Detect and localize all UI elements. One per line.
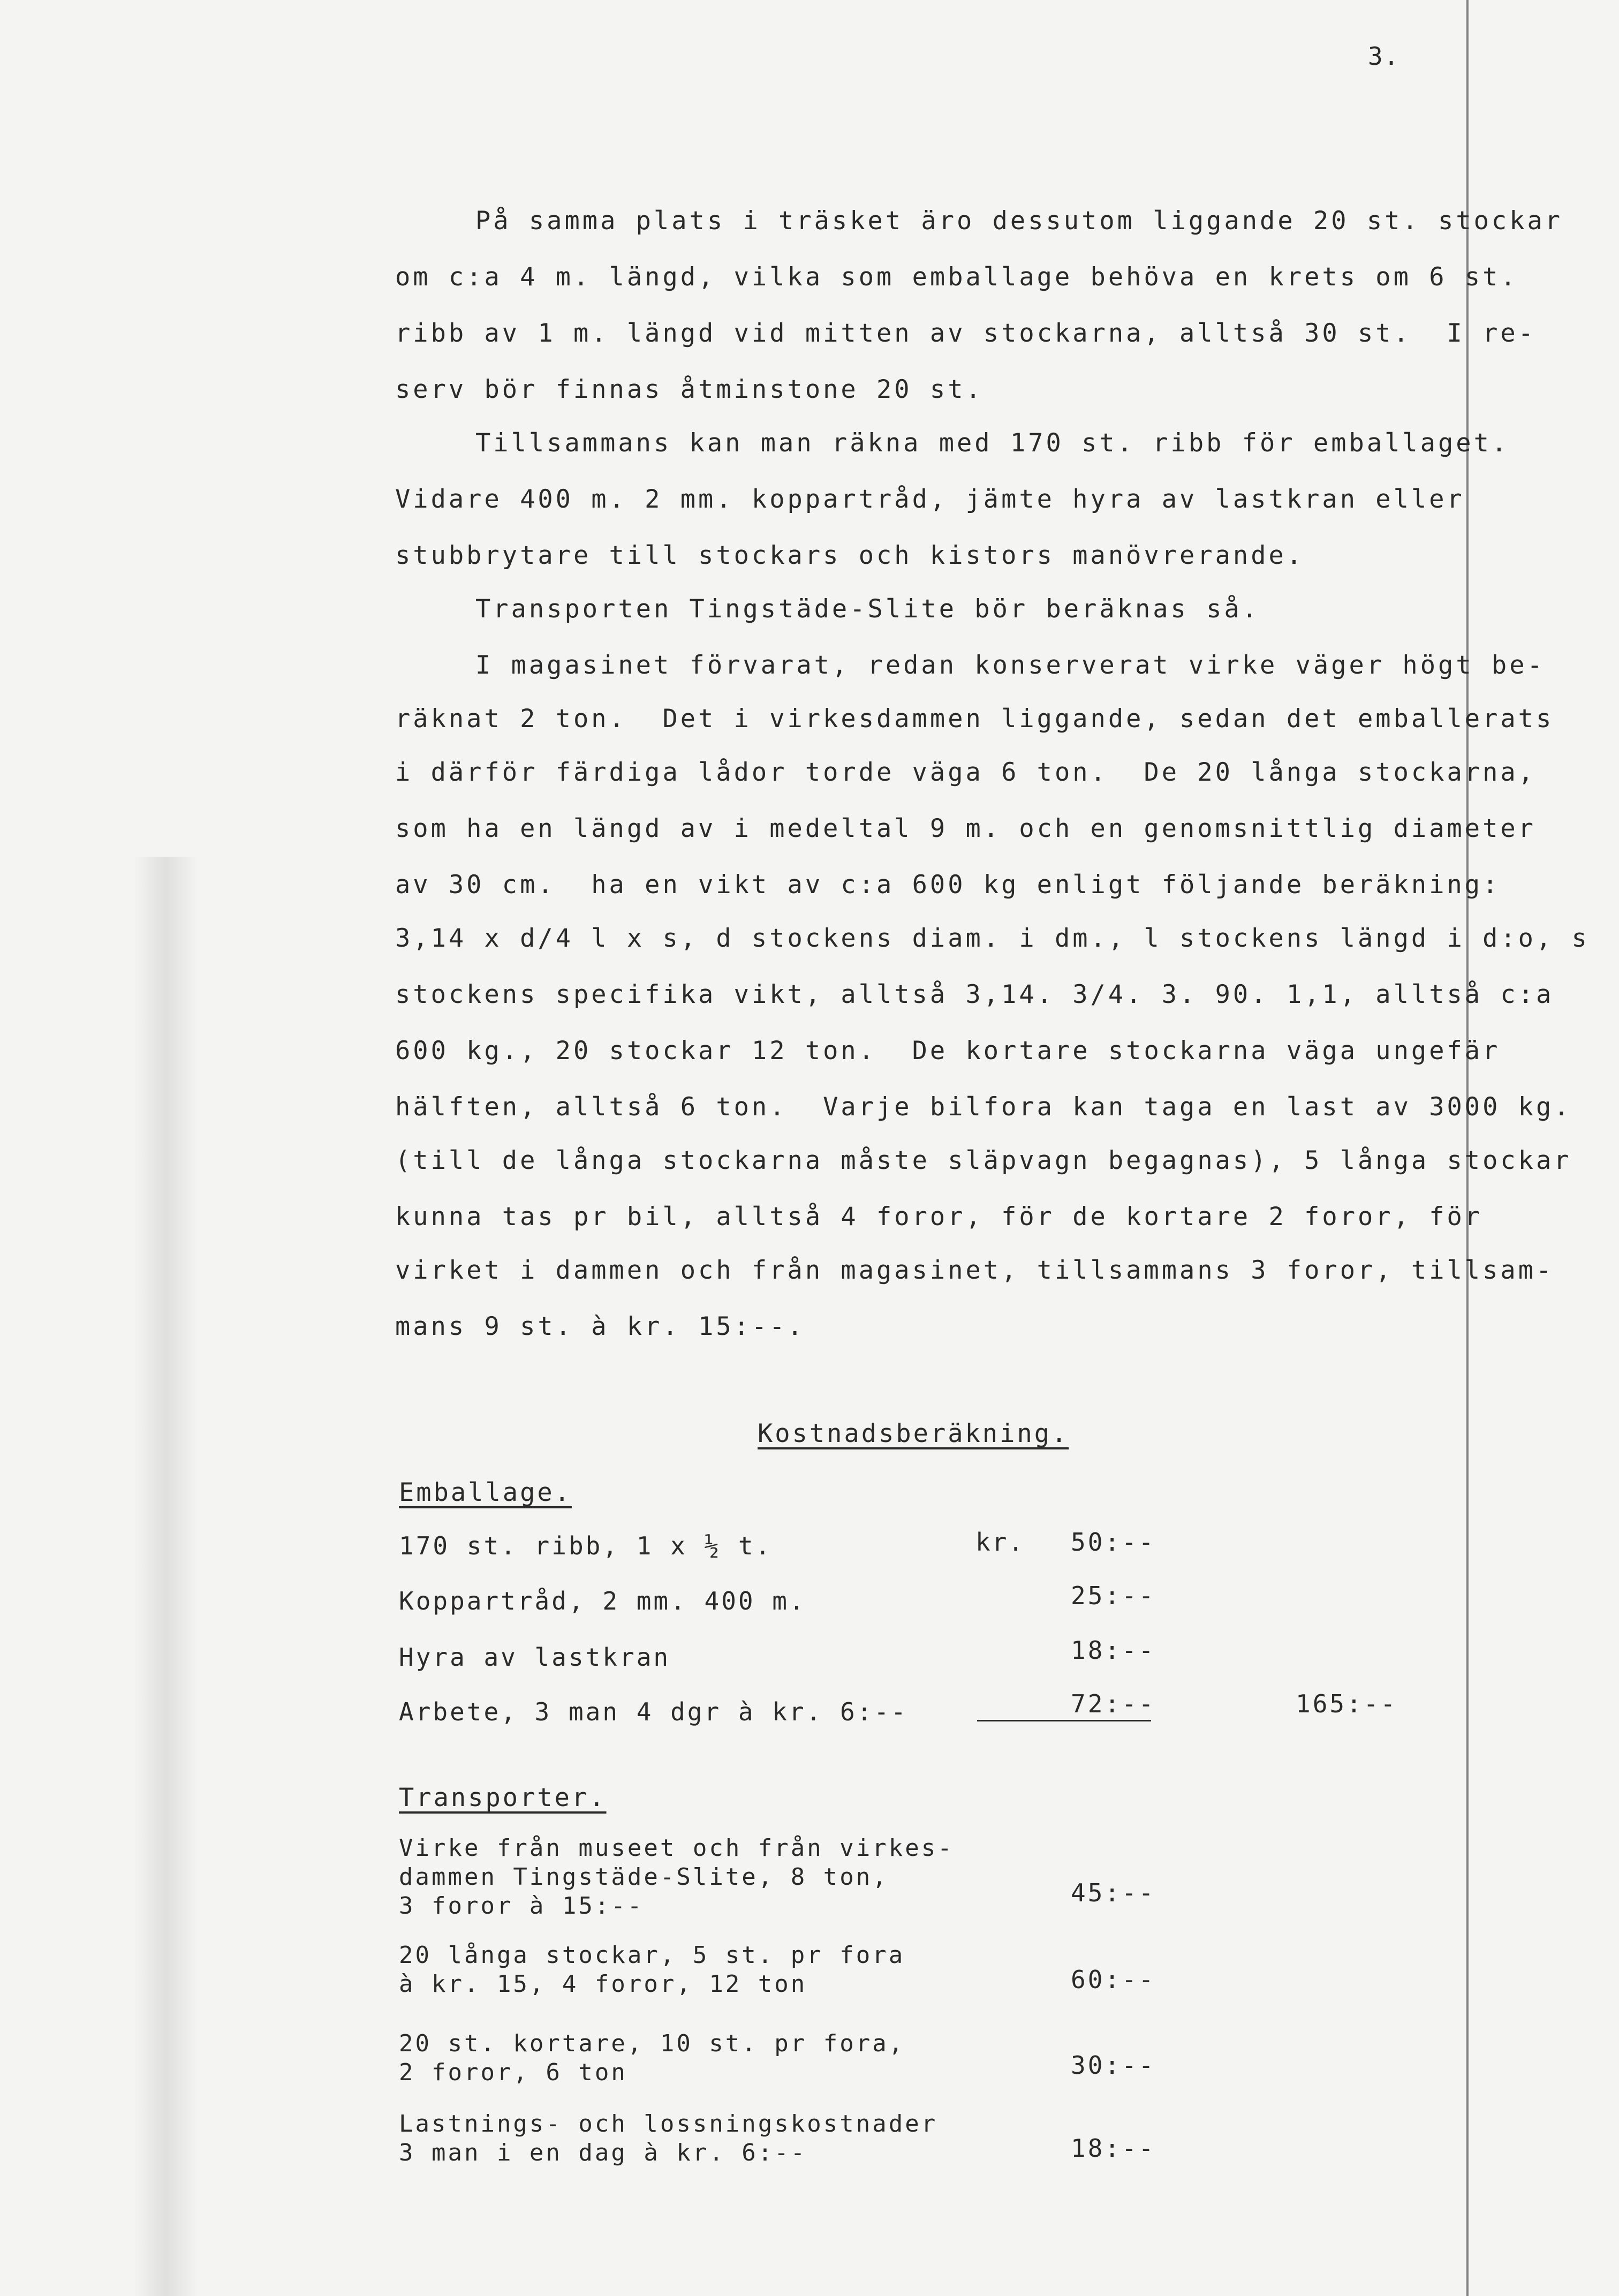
- emballage-row-label: Arbete, 3 man 4 dgr à kr. 6:--: [399, 1697, 908, 1726]
- transport-row-label: 20 långa stockar, 5 st. pr fora à kr. 15, 4 foror, 12 ton: [399, 1942, 905, 1998]
- transport-row-label: Virke från museet och från virkes- dammen Tingstäde-Slite, 8 ton, 3 foror à 15:--: [399, 1834, 954, 1920]
- emballage-heading: Emballage.: [399, 1478, 572, 1507]
- transport-row-amount: 60:--: [1071, 1965, 1156, 1994]
- transport-row-amount: 45:--: [1071, 1878, 1156, 1907]
- body-line: Vidare 400 m. 2 mm. koppartråd, jämte hyra av lastkran eller: [395, 485, 1465, 514]
- emballage-total: 165:--: [1296, 1689, 1398, 1718]
- body-line: stubbrytare till stockars och kistors manövrerande.: [395, 541, 1305, 570]
- body-line: virket i dammen och från magasinet, tillsammans 3 foror, tillsam-: [395, 1256, 1554, 1285]
- body-line: På samma plats i träsket äro dessutom liggande 20 st. stockar: [475, 206, 1563, 236]
- body-line: serv bör finnas åtminstone 20 st.: [395, 375, 983, 404]
- body-line: 600 kg., 20 stockar 12 ton. De kortare stockarna väga ungefär: [395, 1036, 1501, 1066]
- body-line: i därför färdiga lådor torde väga 6 ton. De 20 långa stockarna,: [395, 758, 1536, 787]
- body-line: Tillsammans kan man räkna med 170 st. ribb för emballaget.: [475, 428, 1510, 458]
- emballage-row-label: Koppartråd, 2 mm. 400 m.: [399, 1587, 806, 1615]
- currency-label: kr.: [975, 1528, 1025, 1557]
- body-line: ribb av 1 m. längd vid mitten av stockarna, alltså 30 st. I re-: [395, 319, 1536, 348]
- emballage-row-amount: 72:--: [1071, 1689, 1156, 1718]
- body-line: stockens specifika vikt, alltså 3,14. 3/4. 3. 90. 1,1, alltså c:a: [395, 980, 1554, 1009]
- cost-heading: Kostnadsberäkning.: [758, 1419, 1069, 1448]
- transport-row-amount: 30:--: [1071, 2051, 1156, 2080]
- body-line: hälften, alltså 6 ton. Varje bilfora kan taga en last av 3000 kg.: [395, 1092, 1572, 1122]
- emballage-row-label: Hyra av lastkran: [399, 1643, 671, 1672]
- transport-row-label: 20 st. kortare, 10 st. pr fora, 2 foror, 6 ton: [399, 2030, 905, 2086]
- sum-rule: [977, 1720, 1151, 1721]
- body-line: (till de långa stockarna måste släpvagn begagnas), 5 långa stockar: [395, 1146, 1572, 1175]
- emballage-row-amount: 18:--: [1071, 1636, 1156, 1665]
- body-line: I magasinet förvarat, redan konserverat virke väger högt be-: [475, 651, 1545, 680]
- emballage-row-amount: 25:--: [1071, 1581, 1156, 1610]
- body-line: räknat 2 ton. Det i virkesdammen liggande, sedan det emballerats: [395, 704, 1554, 734]
- body-line: av 30 cm. ha en vikt av c:a 600 kg enligt följande beräkning:: [395, 870, 1501, 900]
- scan-shadow: [134, 857, 198, 2296]
- transport-row-label: Lastnings- och lossningskostnader 3 man i en dag à kr. 6:--: [399, 2110, 938, 2166]
- page-number: 3.: [1368, 42, 1400, 71]
- body-line: kunna tas pr bil, alltså 4 foror, för de kortare 2 foror, för: [395, 1202, 1483, 1232]
- emballage-row-amount: 50:--: [1071, 1528, 1156, 1557]
- transport-row-amount: 18:--: [1071, 2134, 1156, 2163]
- transporter-heading: Transporter.: [399, 1783, 607, 1812]
- body-line: 3,14 x d/4 l x s, d stockens diam. i dm., l stockens längd i d:o, s: [395, 924, 1590, 953]
- body-line: som ha en längd av i medeltal 9 m. och en genomsnittlig diameter: [395, 814, 1536, 843]
- emballage-row-label: 170 st. ribb, 1 x ½ t.: [399, 1531, 773, 1560]
- body-line: mans 9 st. à kr. 15:--.: [395, 1312, 805, 1341]
- body-line: Transporten Tingstäde-Slite bör beräknas så.: [475, 594, 1260, 624]
- body-line: om c:a 4 m. längd, vilka som emballage behöva en krets om 6 st.: [395, 262, 1518, 292]
